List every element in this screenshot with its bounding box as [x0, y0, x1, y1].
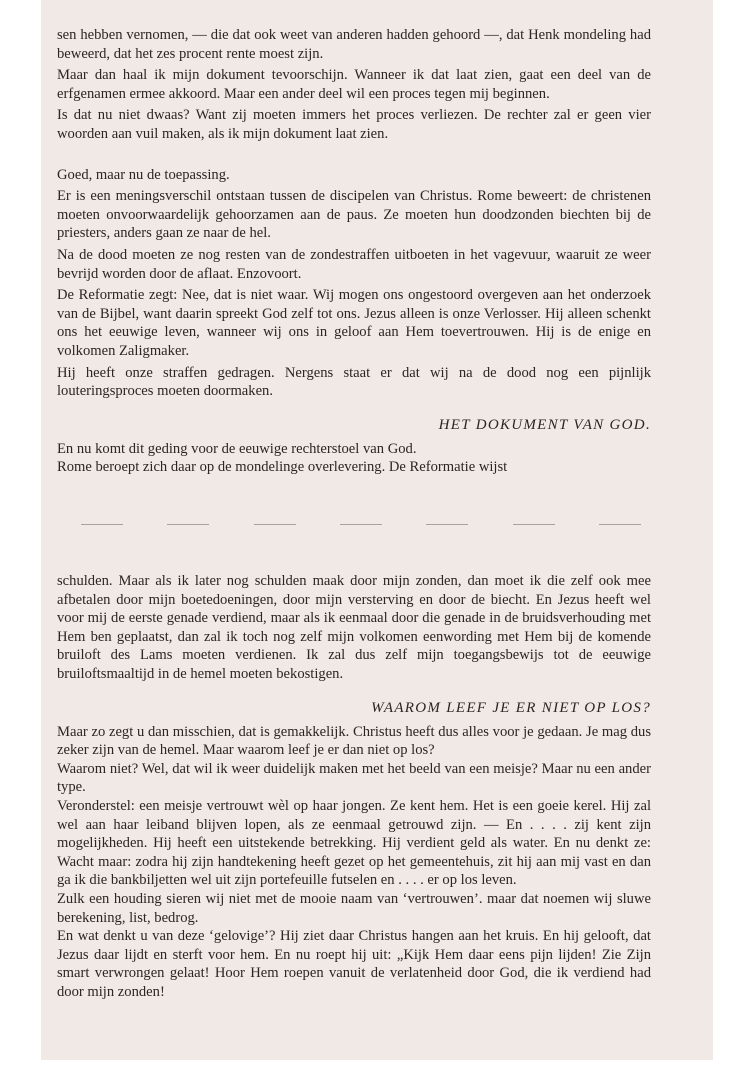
paragraph: Na de dood moeten ze nog resten van de zondestraffen uitboeten in het vagevuur, waaruit ze weer bevrijd worden door de aflaat. Enzovoort.: [57, 246, 651, 282]
section-heading: WAAROM LEEF JE ER NIET OP LOS?: [371, 699, 651, 716]
paragraph: Hij heeft onze straffen gedragen. Nergens staat er dat wij na de dood nog een pijnlijk louteringsproces moeten doormaken.: [57, 364, 651, 400]
book-page: [41, 0, 713, 1060]
paragraph: sen hebben vernomen, — die dat ook weet van anderen hadden gehoord —, dat Henk mondeling had beweerd, dat het zes procent rente moest zijn.: [57, 27, 651, 62]
divider-dash: [513, 524, 555, 526]
divider-dash: [340, 524, 382, 526]
divider-dash: [167, 524, 209, 526]
bottom-section: [57, 572, 651, 1001]
section-heading: HET DOKUMENT VAN GOD.: [438, 416, 651, 433]
paragraph: Zulk een houding sieren wij niet met de mooie naam van ‘vertrouwen’. maar dat noemen wij sluwe berekening, list, bedrog.: [57, 890, 651, 926]
paragraph: Waarom niet? Wel, dat wil ik weer duidelijk maken met het beeld van een meisje? Maar nu een ander type.: [57, 760, 651, 796]
paragraph: En wat denkt u van deze ‘gelovige’? Hij ziet daar Christus hangen aan het kruis. En hij gelooft, dat Jezus daar lijdt en sterft voor hem. En nu roept hij uit: „Kijk Hem daar eens pijn lijden! Zie Zijn smart verwrongen gelaat! Hoor Hem roepen vanuit de verlatenheid door God, die ik verdiend had door mijn zonden!: [57, 928, 651, 1000]
divider-dash: [254, 524, 296, 526]
paragraph: schulden. Maar als ik later nog schulden maak door mijn zonden, dan moet ik die zelf ook mee afbetalen door mijn boetedoeningen, door mijn versterving en door de biecht. En Jezus heeft wel voor mij de eerste genade verdiend, maar als ik eenmaal door die genade in de bruidsverhouding met Hem ben geplaatst, dan zal ik toch nog zelf mijn volkomen eenwording met Hem bij de komende bruiloft des Lams moeten verdienen. Ik zal dus zelf mijn toegangsbewijs tot de eeuwige bruiloftsmaaltijd in de hemel moeten bekostigen.: [57, 573, 651, 682]
paragraph: Maar dan haal ik mijn dokument tevoorschijn. Wanneer ik dat laat zien, gaat een deel van de erfgenamen ermee akkoord. Maar een ander deel wil een proces tegen mij beginnen.: [57, 67, 651, 102]
paragraph: Er is een meningsverschil ontstaan tussen de discipelen van Christus. Rome beweert: de christenen moeten onvoorwaardelijk gehoorzamen aan de paus. Ze moeten hun doodzonden biechten bij de priesters, anders gaan ze naar de hel.: [57, 188, 651, 242]
divider-dash: [599, 524, 641, 526]
divider-dash: [426, 524, 468, 526]
paragraph: Goed, maar nu de toepassing.: [57, 166, 230, 183]
paragraph: Is dat nu niet dwaas? Want zij moeten immers het proces verliezen. De rechter zal er geen vier woorden aan vuil maken, als ik mijn dokument laat zien.: [57, 107, 651, 142]
paragraph: De Reformatie zegt: Nee, dat is niet waar. Wij mogen ons ongestoord overgeven aan het onderzoek van de Bijbel, want daarin spreekt God zelf tot ons. Jezus alleen is onze Verlosser. Hij alleen schenkt ons het eeuwige leven, wanneer wij ons in geloof aan Hem toevertrouwen. Hij is de enige en volkomen Zaligmaker.: [57, 287, 651, 359]
paragraph: En nu komt dit geding voor de eeuwige rechterstoel van God.: [57, 440, 417, 457]
top-section: [57, 26, 651, 477]
divider-dash: [81, 524, 123, 526]
paragraph: Veronderstel: een meisje vertrouwt wèl op haar jongen. Ze kent hem. Het is een goeie kerel. Hij zal wel aan haar leiband blijven lopen, als ze eenmaal getrouwd zijn. — En . . . . zij kent zijn mogelijkheden. Hij heeft een uitstekende betrekking. Hij verdient geld als water. En nu denkt ze: Wacht maar: zodra hij zijn handtekening heeft gezet op het gemeentehuis, zit hij aan mij vast en dan ga ik die bankbiljetten wel uit zijn portefeuille futselen en . . . . er op los leven.: [57, 797, 651, 889]
paragraph: Rome beroept zich daar op de mondelinge overlevering. De Reformatie wijst: [57, 459, 508, 476]
page-break-divider: [81, 524, 641, 526]
paragraph: Maar zo zegt u dan misschien, dat is gemakkelijk. Christus heeft dus alles voor je gedaan. Je mag dus zeker zijn van de hemel. Maar waarom leef je er dan niet op los?: [57, 723, 651, 759]
